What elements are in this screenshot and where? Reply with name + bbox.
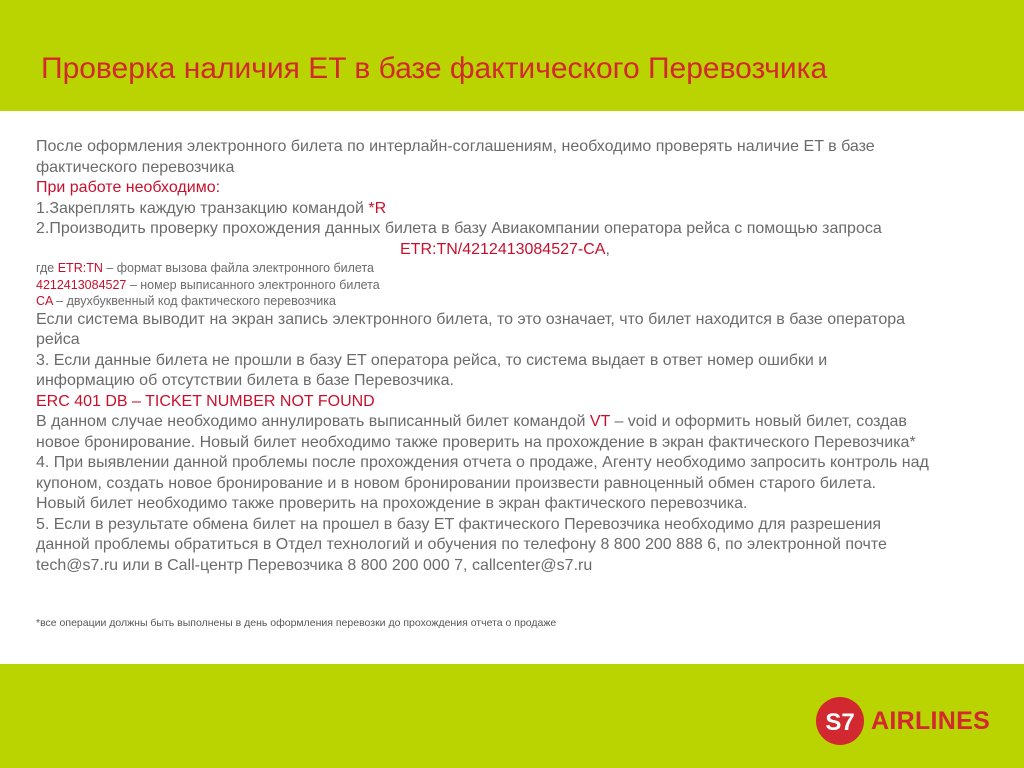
result-line-2: рейса [36,331,80,348]
s7-logo-mark-text: S7 [825,709,855,736]
step-1 [36,199,996,220]
requirements-heading: При работе необходимо: [36,179,221,196]
where-item-3-desc: – двухбуквенный код фактического перевозчика [52,294,336,308]
step-5-line-1: 5. Если в результате обмена билет на прошел в базу ET фактического Перевозчика необходимо для разрешения [36,515,882,533]
step-2-query [36,240,996,261]
slide-body [36,137,996,576]
result-line-1: Если система выводит на экран запись электронного билета, то это означает, что билет находится в базе оператора [36,310,906,328]
step-2-command: ETR:TN/4212413084527-CA [400,240,606,258]
intro-line-1: После оформления электронного билета по интерлайн-соглашениям, необходимо проверять наличие ET в базе [36,138,875,155]
step-1-text: 1.Закреплять каждую транзакцию командой [36,199,369,217]
where-item-2-term: 4212413084527 [36,277,127,292]
step-4-line-2: купоном, создать новое бронирование и в новом бронировании произвести равноценный обмен старого билета. [36,474,877,492]
error-message: ERC 401 DB – TICKET NUMBER NOT FOUND [36,392,375,410]
where-item-3 [36,293,996,310]
step-2-command-suffix: , [605,240,610,258]
where-item-3-term: CA [36,294,53,308]
where-item-2 [36,277,996,294]
step-4-line-3: Новый билет необходимо также проверить на прохождение в экран фактического перевозчика. [36,495,748,512]
footnote: *все операции должны быть выполнены в день оформления перевозки до прохождения отчета о продаже [36,617,557,629]
where-item-1-desc: – формат вызова файла электронного билета [102,261,375,275]
void-line-2: новое бронирование. Новый билет необходимо также проверить на прохождение в экран фактического Перевозчика* [36,433,916,451]
step-5-line-3: tech@s7.ru или в Call-центр Перевозчика 8 800 200 000 7, callcenter@s7.ru [36,556,593,574]
void-line-1 [36,412,996,433]
void-line-1-text-a: В данном случае необходимо аннулировать выписанный билет командой [36,413,590,430]
s7-airlines-logo [816,697,990,745]
void-line-1-text-b: – void и оформить новый билет, создав [610,413,907,430]
airlines-wordmark: AIRLINES [871,707,991,735]
where-item-2-desc: – номер выписанного электронного билета [126,277,380,292]
where-item-1-term: ETR:TN [57,261,103,275]
void-command: VT [589,413,611,430]
where-item-1 [36,260,996,277]
intro-line-2: фактического перевозчика [36,158,235,176]
s7-logo-mark-icon [816,697,864,745]
step-4-line-1: 4. При выявлении данной проблемы после прохождения отчета о продаже, Агенту необходимо запросить контроль над [36,454,929,471]
step-5-line-2: данной проблемы обратиться в Отдел технологий и обучения по телефону 8 800 200 888 6, по электронной почте [36,536,887,553]
step-3-line-1: 3. Если данные билета не прошли в базу ET оператора рейса, то система выдает в ответ номер ошибки и [36,351,828,369]
page-title: Проверка наличия ET в базе фактического Перевозчика [41,52,828,85]
step-2: 2.Производить проверку прохождения данных билета в базу Авиакомпании оператора рейса с помощью запроса [36,220,882,237]
step-1-command: *R [368,199,387,217]
s7-logo-mark-svg [816,697,864,745]
where-prefix: где [36,261,58,275]
step-3-line-2: информацию об отсутствии билета в базе Перевозчика. [36,372,454,389]
